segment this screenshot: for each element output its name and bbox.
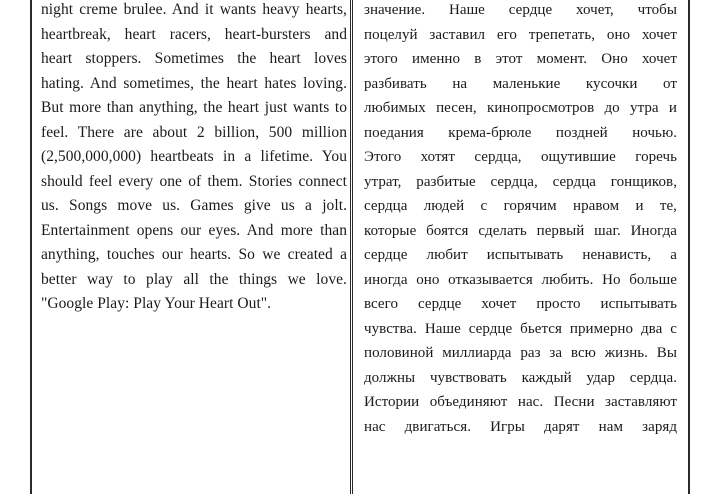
russian-line: сердца людей с горячим нравом и те, — [364, 198, 677, 214]
russian-line: чувства. Наше сердце бьется примерно два с — [364, 320, 677, 337]
english-line: But more than anything, the heart just wants to — [41, 99, 347, 116]
english-line: Entertainment opens our eyes. And more than — [41, 221, 347, 239]
russian-line: всего сердце хочет просто испытывать — [364, 296, 677, 312]
russian-line: Этого хотят сердца, ощутившие горечь — [364, 149, 677, 165]
russian-line: поедания крема-брюле поздней ночью. — [364, 124, 677, 141]
russian-line: этого именно в этот момент. Оно хочет — [364, 51, 677, 67]
russian-column-text — [364, 0, 677, 439]
russian-line: нас двигаться. Игры дарят нам заряд — [364, 418, 677, 435]
english-line: better way to play all the things we love. — [41, 270, 347, 288]
english-line: hating. And sometimes, the heart hates loving. — [41, 74, 347, 92]
english-line: feel. There are about 2 billion, 500 million — [41, 123, 347, 141]
english-line: night creme brulee. And it wants heavy hearts, — [41, 1, 347, 18]
russian-line: сердце любит испытывать ненависть, а — [364, 247, 677, 263]
russian-line: разбивать на маленькие кусочки от — [364, 75, 677, 92]
english-line: heartbreak, heart racers, heart-bursters and — [41, 25, 347, 43]
english-line: "Google Play: Play Your Heart Out". — [41, 295, 272, 312]
russian-line: которые боятся сделать первый шаг. Иногда — [364, 222, 677, 239]
russian-line: половиной миллиарда раз за всю жизнь. Вы — [364, 345, 677, 361]
english-column-text — [41, 0, 347, 317]
english-line: heart stoppers. Sometimes the heart loves — [41, 50, 347, 67]
russian-line: поцелуй заставил его трепетать, оно хочет — [364, 26, 677, 43]
russian-line: любимых песен, кинопросмотров до утра и — [364, 100, 677, 116]
russian-line: иногда оно отказывается любить. Но больше — [364, 271, 677, 288]
russian-line: значение. Наше сердце хочет, чтобы — [364, 2, 677, 18]
russian-line: должны чувствовать каждый удар сердца. — [364, 369, 677, 386]
english-line: should feel every one of them. Stories connect — [41, 172, 347, 190]
english-line: anything, touches our hearts. So we created a — [41, 246, 347, 263]
english-line: us. Songs move us. Games give us a jolt. — [41, 197, 347, 214]
english-line: (2,500,000,000) heartbeats in a lifetime. You — [41, 148, 347, 165]
russian-line: Истории объединяют нас. Песни заставляют — [364, 394, 677, 410]
column-divider — [350, 0, 353, 494]
russian-line: утрат, разбитые сердца, сердца гонщиков, — [364, 173, 677, 190]
